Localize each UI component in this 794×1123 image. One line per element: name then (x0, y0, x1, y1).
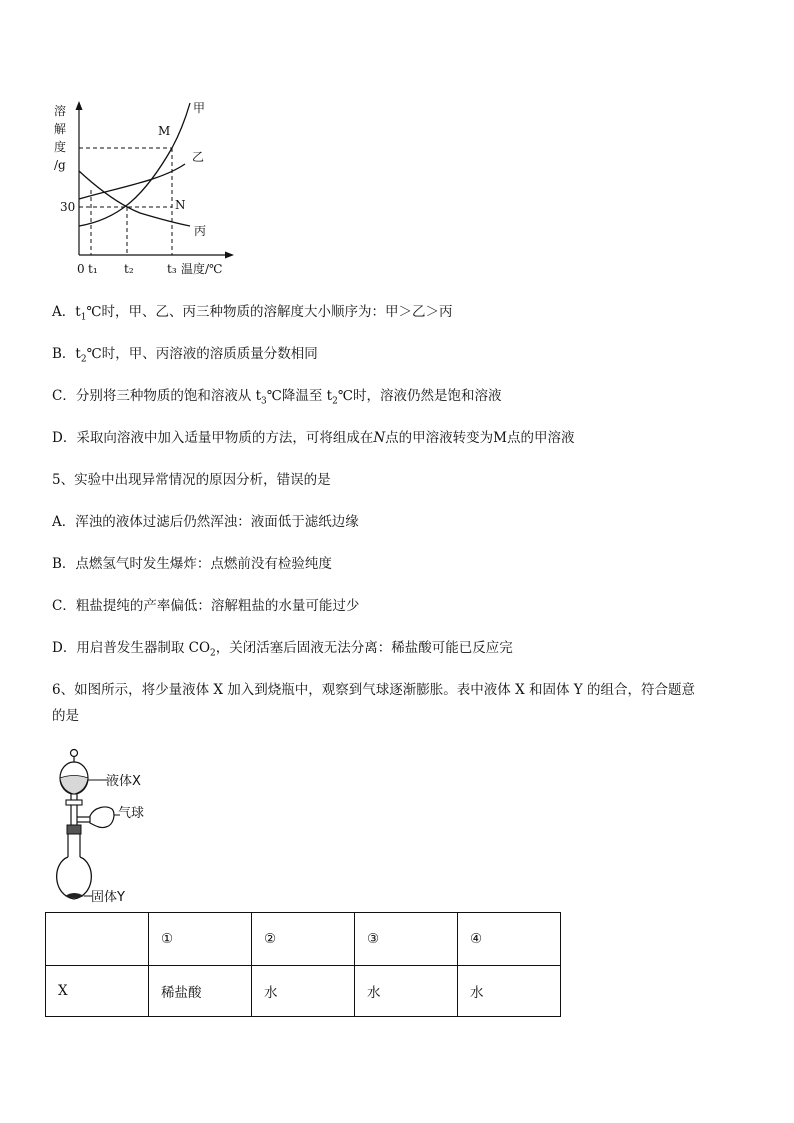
y-axis-label-3: 度 (54, 140, 67, 154)
y-axis-arrow (76, 101, 83, 110)
y-axis-label-2: 解 (54, 122, 67, 136)
curve-label-bing: 丙 (194, 224, 207, 238)
funnel-stopper (71, 750, 78, 757)
y-tick-30: 30 (60, 200, 76, 214)
q5-option-a: A．浑浊的液体过滤后仍然浑浊：液面低于滤纸边缘 (52, 514, 359, 530)
point-label-n: N (175, 198, 186, 212)
label-solid-y: 固体Y (91, 890, 125, 905)
table-cell: 水 (252, 966, 355, 1017)
table-cell: 稀盐酸 (149, 966, 252, 1017)
table-cell: ① (149, 913, 252, 966)
stopcock (66, 800, 82, 805)
rubber-stopper (67, 825, 81, 834)
x-tick-t3: t₃ (167, 262, 177, 276)
label-balloon: 气球 (118, 806, 145, 821)
round-bottom-flask (57, 857, 92, 899)
x-axis-arrow (225, 252, 234, 259)
curve-label-jia: 甲 (193, 101, 206, 115)
liquid-x-fill (60, 776, 88, 795)
apparatus-diagram (50, 745, 190, 910)
q6-stem-line1: 6、如图所示，将少量液体 X 加入到烧瓶中，观察到气球逐渐膨胀。表中液体 X 和固体 Y 的组合，符合题意 (52, 682, 695, 698)
x-origin: 0 (77, 262, 85, 276)
q5-option-b: B．点燃氢气时发生爆炸：点燃前没有检验纯度 (52, 556, 332, 572)
q6-stem-line2: 的是 (52, 708, 79, 724)
q4-option-d: D．采取向溶液中加入适量甲物质的方法，可将组成在N点的甲溶液转变为M点的甲溶液 (52, 430, 575, 446)
table-row-x (46, 966, 561, 1017)
solubility-chart (50, 95, 250, 285)
curve-jia (79, 103, 190, 226)
table-cell: 水 (458, 966, 561, 1017)
table-cell: ② (252, 913, 355, 966)
table-cell (46, 913, 149, 966)
x-axis-label: 温度/℃ (181, 262, 223, 276)
q4-option-b: B．$t_2℃$时，甲、丙溶液的溶质质量分数相同 (52, 346, 318, 365)
q5-option-d: D．用启普发生器制取 $CO_2$，关闭活塞后固液无法分离：稀盐酸可能已反应完 (52, 640, 513, 659)
q4-option-c: C．分别将三种物质的饱和溶液从 $t_3℃$降温至 $t_2℃$时，溶液仍然是饱和溶液 (52, 388, 502, 407)
point-label-m: M (158, 124, 171, 138)
q4-option-a: A．$t_1℃$时，甲、乙、丙三种物质的溶解度大小顺序为：甲＞乙＞丙 (52, 304, 453, 323)
curve-label-yi: 乙 (192, 150, 205, 164)
label-liquid-x: 液体X (106, 774, 141, 789)
table-cell: ③ (355, 913, 458, 966)
table-cell: 水 (355, 966, 458, 1017)
q5-option-c: C．粗盐提纯的产率偏低：溶解粗盐的水量可能过少 (52, 598, 360, 614)
q6-table (45, 912, 561, 1017)
curve-yi (79, 164, 185, 199)
table-cell: ④ (458, 913, 561, 966)
x-tick-t2: t₂ (124, 262, 134, 276)
table-header-row (46, 913, 561, 966)
y-axis-label-1: 溶 (54, 104, 67, 118)
y-axis-label-4: /g (54, 158, 66, 172)
table-cell: X (46, 966, 149, 1017)
q5-stem: 5、实验中出现异常情况的原因分析，错误的是 (52, 472, 331, 488)
x-tick-t1: t₁ (88, 262, 98, 276)
balloon (90, 807, 114, 828)
